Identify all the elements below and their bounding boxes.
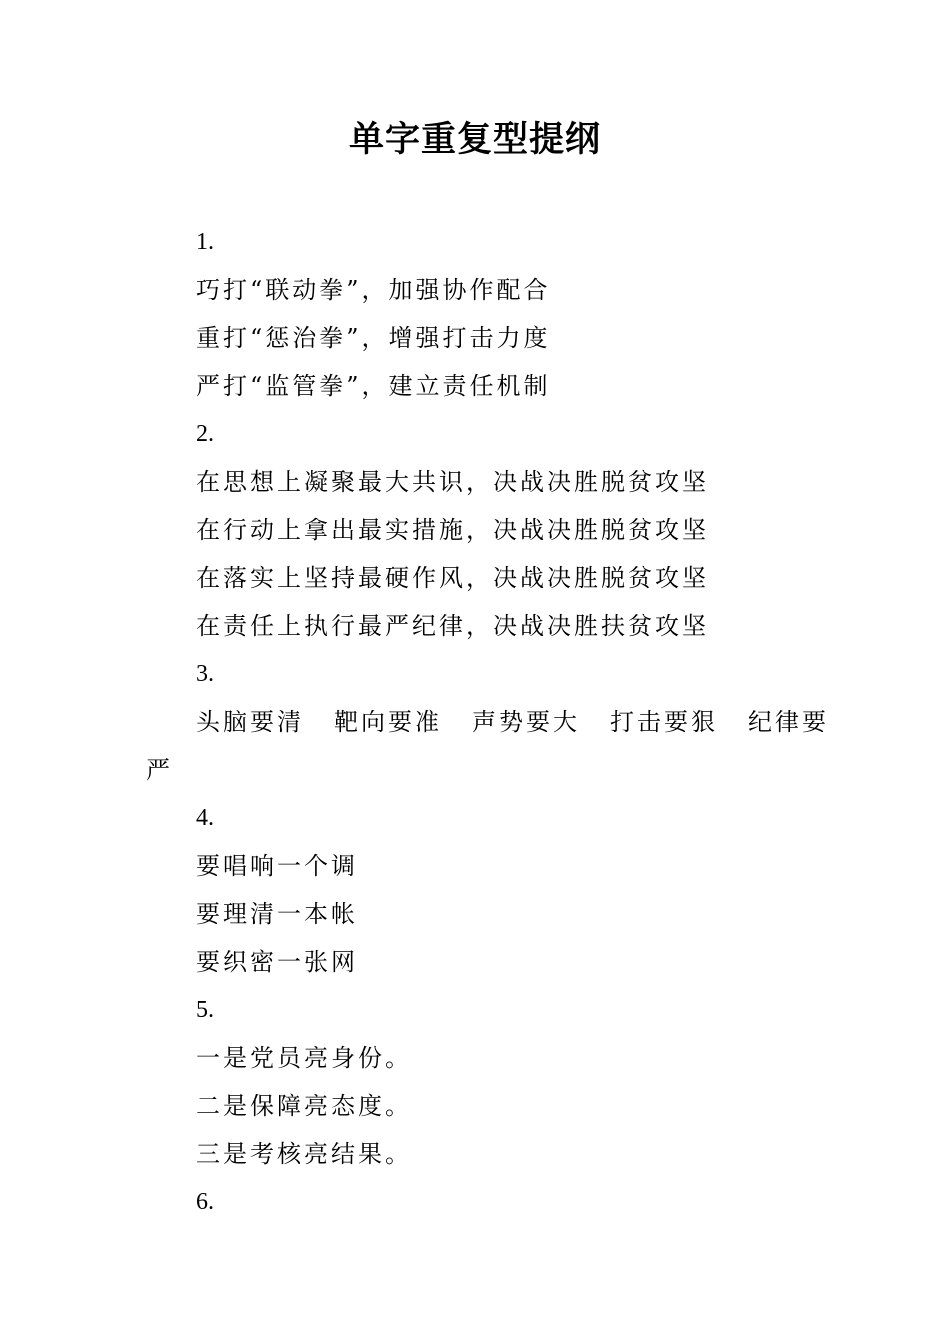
outline-line: 要织密一张网 — [196, 948, 358, 976]
outline-line: 二是保障亮态度。 — [196, 1092, 412, 1120]
outline-line: 在责任上执行最严纪律，决战决胜扶贫攻坚 — [196, 612, 709, 640]
outline-phrase-continuation: 严 — [146, 756, 173, 784]
outline-line: 巧打“联动拳”，加强协作配合 — [196, 276, 551, 304]
outline-line: 要理清一本帐 — [196, 900, 358, 928]
outline-line: 在思想上凝聚最大共识，决战决胜脱贫攻坚 — [196, 468, 709, 496]
outline-line: 重打“惩治拳”，增强打击力度 — [196, 324, 551, 352]
outline-phrase: 打击要狠 — [610, 708, 718, 736]
outline-phrase: 靶向要准 — [334, 708, 442, 736]
section-number: 2. — [196, 421, 214, 447]
outline-phrase: 头脑要清 — [196, 708, 304, 736]
outline-line: 三是考核亮结果。 — [196, 1140, 412, 1168]
outline-line: 严打“监管拳”，建立责任机制 — [196, 372, 551, 400]
section-number: 6. — [196, 1189, 214, 1215]
document-title: 单字重复型提纲 — [348, 119, 601, 160]
outline-line: 一是党员亮身份。 — [196, 1044, 412, 1072]
outline-line: 在落实上坚持最硬作风，决战决胜脱贫攻坚 — [196, 564, 709, 592]
section-number: 4. — [196, 805, 214, 831]
outline-line: 要唱响一个调 — [196, 852, 358, 880]
outline-phrase-paragraph — [146, 698, 829, 794]
outline-phrase: 纪律要 — [748, 708, 829, 736]
outline-phrase-line — [146, 698, 829, 746]
section-number: 5. — [196, 997, 214, 1023]
document-body — [146, 218, 829, 1226]
section-number: 3. — [196, 661, 214, 687]
section-number: 1. — [196, 229, 214, 255]
outline-phrase: 声势要大 — [472, 708, 580, 736]
outline-line: 在行动上拿出最实措施，决战决胜脱贫攻坚 — [196, 516, 709, 544]
